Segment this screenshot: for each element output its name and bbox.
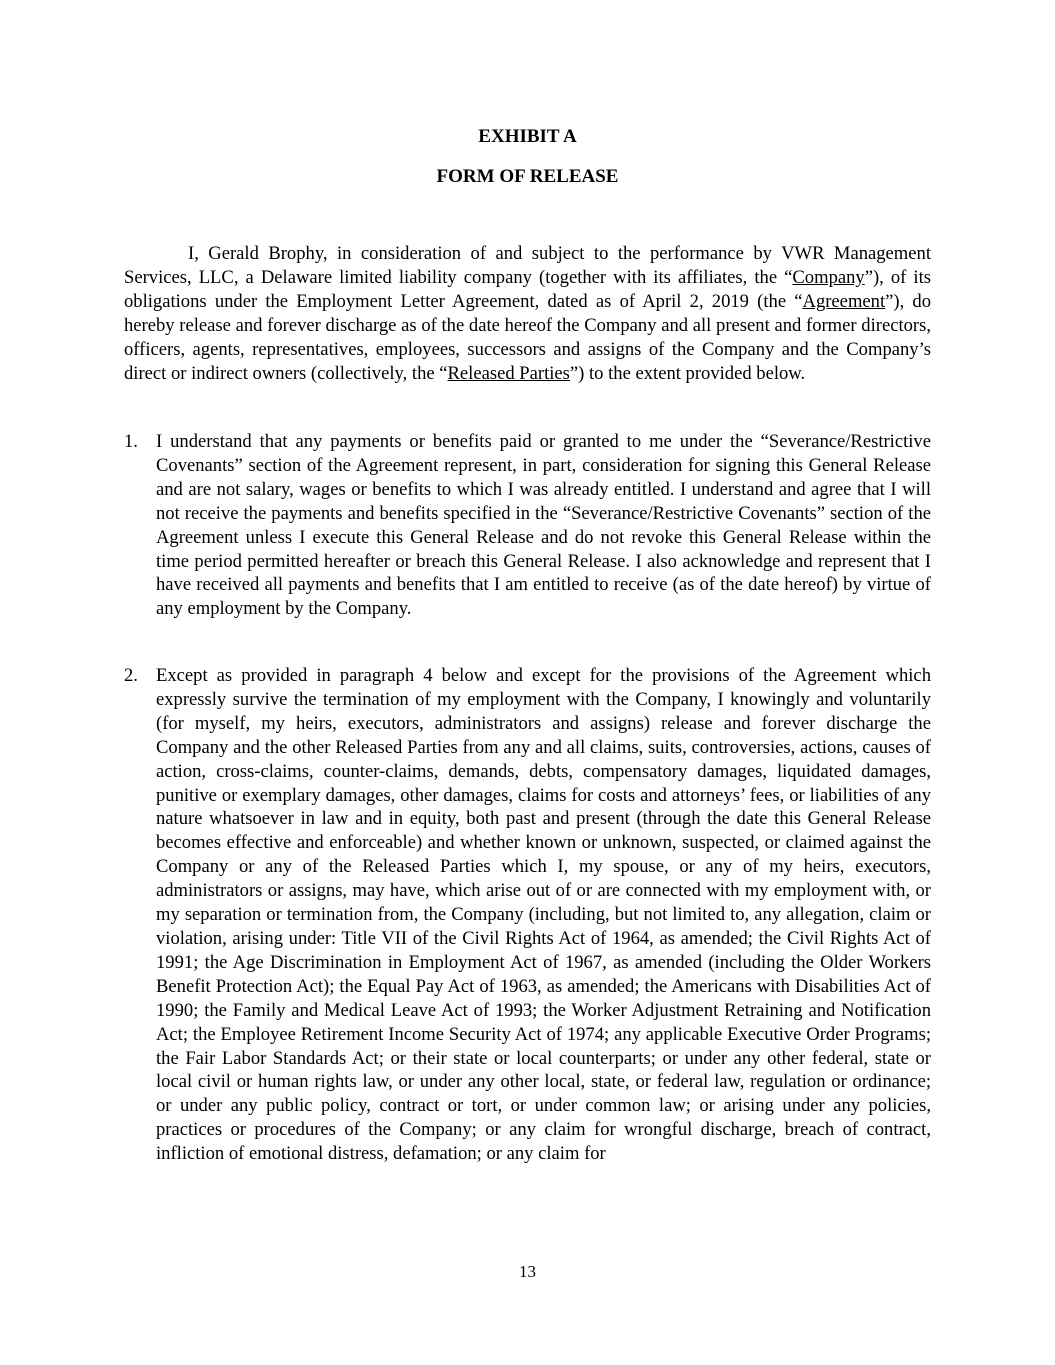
numbered-paragraph-1: [124, 430, 931, 621]
intro-text-1: I, Gerald Brophy, in consideration of and subject to the performance by VWR Management Services, LLC, a Delaware limited liability company (together with its affiliates, the “: [124, 243, 931, 288]
paragraph-text: Except as provided in paragraph 4 below and except for the provisions of the Agreement which expressly survive the termination of my employment with the Company, I knowingly and voluntarily (for myself, my heirs, executors, administrators and assigns) release and forever discharge the Company and the other Released Parties from any and all claims, suits, controversies, actions, causes of action, cross-claims, counter-claims, demands, debts, compensatory damages, liquidated damages, punitive or exemplary damages, other damages, claims for costs and attorneys’ fees, or liabilities of any nature whatsoever in law and in equity, both past and present (through the date this General Release becomes effective and enforceable) and whether known or unknown, suspected, or claimed against the Company or any of the Released Parties which I, my spouse, or any of my heirs, executors, administrators or assigns, may have, which arise out of or are connected with my employment with, or my separation or termination from, the Company (including, but not limited to, any allegation, claim or violation, arising under: Title VII of the Civil Rights Act of 1964, as amended; the Civil Rights Act of 1991; the Age Discrimination in Employment Act of 1967, as amended (including the Older Workers Benefit Protection Act); the Equal Pay Act of 1963, as amended; the Americans with Disabilities Act of 1990; the Family and Medical Leave Act of 1993; the Worker Adjustment Retraining and Notification Act; the Employee Retirement Income Security Act of 1974; any applicable Executive Order Programs; the Fair Labor Standards Act; or their state or local counterparts; or under any other federal, state or local civil or human rights law, or under any other local, state, or federal law, regulation or ordinance; or under any public policy, contract or tort, or under common law; or arising under any policies, practices or procedures of the Company; or any claim for wrongful discharge, breach of contract, infliction of emotional distress, defamation; or any claim for: [156, 665, 931, 1165]
paragraph-number: 2.: [124, 665, 138, 686]
intro-text-4: ”) to the extent provided below.: [569, 362, 806, 384]
numbered-paragraph-2: [124, 664, 931, 1166]
release-title: FORM OF RELEASE: [436, 166, 619, 187]
intro-text-3: ”), do hereby release and forever discharge as of the date hereof the Company and all present and former directors, officers, agents, representatives, employees, successors and assigns of the Company and the Company’s direct or indirect owners (collectively, the “: [124, 290, 931, 384]
defined-term-released-parties: Released Parties: [447, 362, 570, 384]
defined-term-company: Company: [792, 266, 865, 288]
intro-paragraph: [124, 242, 931, 385]
paragraph-number: 1.: [124, 431, 138, 452]
paragraph-text: I understand that any payments or benefits paid or granted to me under the “Severance/Restrictive Covenants” section of the Agreement represent, in part, consideration for signing this General Release and are not salary, wages or benefits to which I was already entitled. I understand and agree that I will not receive the payments and benefits specified in the “Severance/Restrictive Covenants” section of the Agreement unless I execute this General Release and do not revoke this General Release within the time period permitted hereafter or breach this General Release. I also acknowledge and represent that I have received all payments and benefits that I am entitled to receive (as of the date hereof) by virtue of any employment by the Company.: [156, 431, 931, 620]
intro-text-2: ”), of its obligations under the Employment Letter Agreement, dated as of April 2, 2019 (the “: [124, 266, 931, 312]
defined-term-agreement: Agreement: [802, 290, 886, 312]
page-number: 13: [519, 1262, 536, 1281]
exhibit-title: EXHIBIT A: [478, 126, 577, 147]
